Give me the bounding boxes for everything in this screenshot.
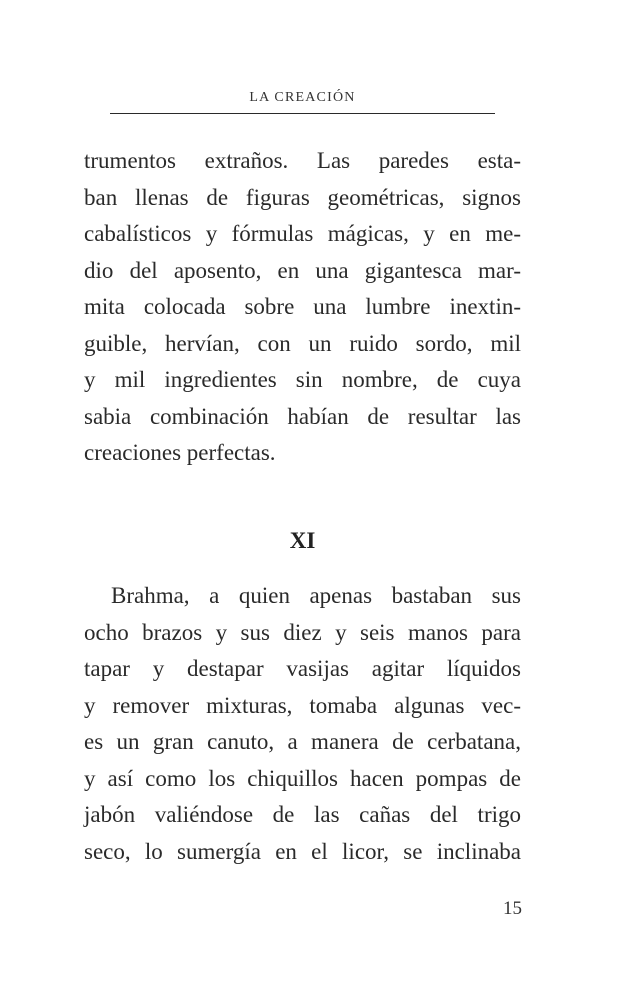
text-line: Brahma, a quien apenas bastaban sus (111, 583, 521, 608)
text-line: seco, lo sumergía en el licor, se inclinaba (84, 838, 521, 864)
text-line: jabón valiéndose de las cañas del trigo (84, 802, 521, 827)
text-line: sabia combinación habían de resultar las (84, 403, 521, 429)
text-line: y mil ingredientes sin nombre, de cuya (84, 367, 521, 392)
text-line: y así como los chiquillos hacen pompas de (84, 765, 521, 791)
text-line: trumentos extraños. Las paredes esta- (84, 148, 521, 173)
section-heading: XI (289, 528, 316, 553)
text-line: tapar y destapar vasijas agitar líquidos (84, 656, 521, 681)
text-line: es un gran canuto, a manera de cerbatana, (84, 729, 521, 754)
paragraph (84, 578, 521, 870)
header-rule-divider (110, 113, 495, 114)
text-line: dio del aposento, en una gigantesca mar- (84, 257, 521, 283)
text-line: mita colocada sobre una lumbre inextin- (84, 294, 521, 319)
paragraph-continued (84, 143, 521, 472)
text-line: ban llenas de figuras geométricas, signos (84, 184, 521, 210)
text-line: ocho brazos y sus diez y seis manos para (84, 619, 521, 645)
text-line: guible, hervían, con un ruido sordo, mil (84, 330, 521, 356)
text-line: y remover mixturas, tomaba algunas vec- (84, 692, 521, 718)
page-number: 15 (503, 898, 522, 919)
text-line: creaciones perfectas. (84, 440, 276, 465)
running-head: LA CREACIÓN (249, 90, 356, 105)
text-line: cabalísticos y fórmulas mágicas, y en me- (84, 221, 521, 246)
